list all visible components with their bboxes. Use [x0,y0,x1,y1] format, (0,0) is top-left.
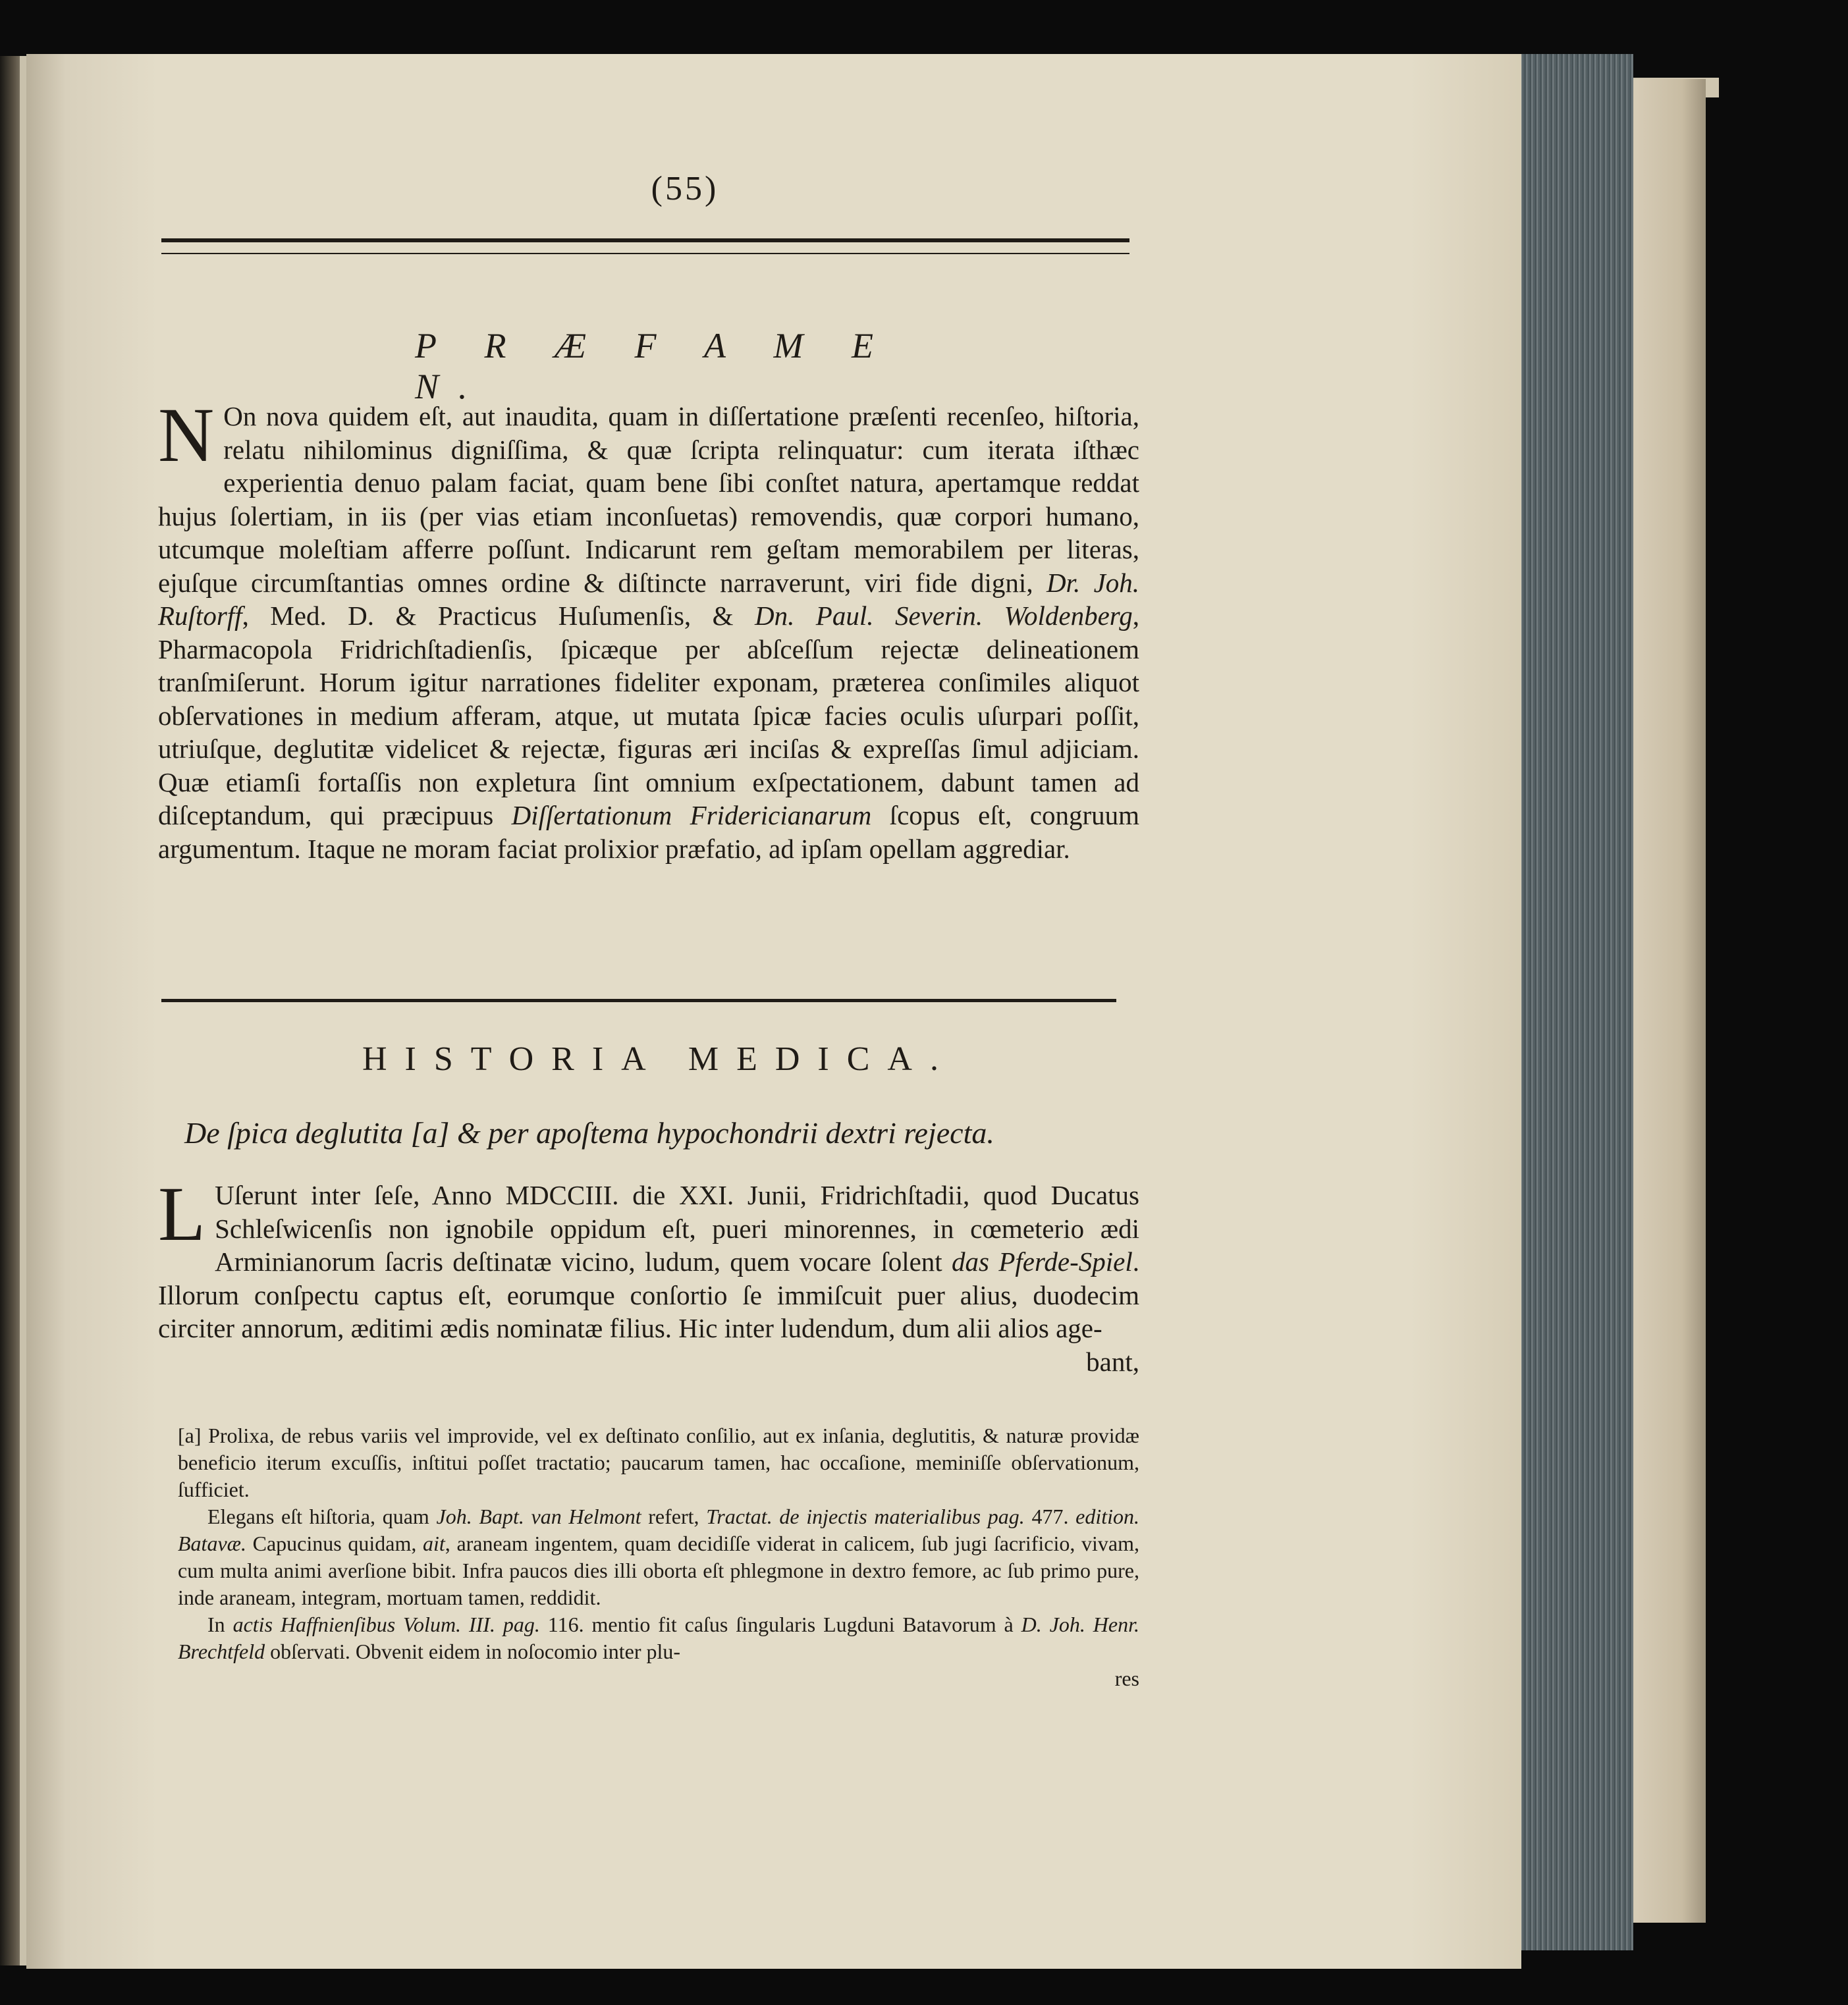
text-run: ſcopus eſt, congruum argumentum. Itaque ne moram faciat prolixior præfatio, ad ipſam opellam aggrediar. [158,800,1140,864]
footnote-catchword: res [1114,1667,1139,1690]
footnote-a [178,1422,1139,1503]
text-run: refert, [641,1505,707,1528]
header-double-rule [161,238,1129,254]
italic-run: das Pferde-Spiel [952,1246,1133,1277]
footnote-hafniensibus [178,1611,1139,1665]
footnotes [178,1422,1139,1692]
text-run: On nova quidem eſt, aut inaudita, quam in diſſertatione præſenti recenſeo, hiſtoria, relatu nihilominus digniſſima, & quæ ſcripta relinquatur: cum iterata iſthæc experientia denuo palam faciat, quam bene ſibi conſtet natura, apertamque reddat hujus ſolertiam, in iis (per vias etiam inconſuetas) removendis, quæ corpori humano, utcumque moleſtiam afferre poſſunt. Indicarunt rem geſtam memorabilem per literas, ejuſque circumſtantias omnes ordine & diſtincte narraverunt, viri fide digni, [158,401,1139,598]
text-run: In [207,1613,233,1636]
text-run: , araneam ingentem, quam decidiſſe viderat in calicem, ſub jugi ſacrificio, vivam, cum multa animi averſione bibit. Infra paucos dies illi oborta eſt phlegmone in dextro femore, ac ſub primo pure, inde araneam, integram, mortuam tamen, reddidit. [178,1532,1140,1609]
praefamen-paragraph [158,392,1140,865]
text-run: 116. mentio fit caſus ſingularis Lugduni Batavorum à [539,1613,1021,1636]
text-run: obſervati. Obvenit eidem in noſocomio inter plu- [265,1640,681,1663]
dropcap-n: N [158,392,215,478]
italic-run: actis Haffnienſibus Volum. III. pag. [232,1613,540,1636]
text-run: Capucinus quidam, [246,1532,423,1555]
praefamen-text [158,392,1140,864]
heading-praefamen: P R Æ F A M E N. [415,326,893,406]
italic-run: Tractat. de injectis materialibus pag. [706,1505,1025,1528]
text-run: 477. [1024,1505,1076,1528]
historia-catchword: bant, [1086,1346,1139,1377]
historia-text [158,1171,1139,1343]
book-cover [1627,79,1706,1923]
text-run: , Pharmacopola Fridrichſtadienſis, ſpicæque per abſceſſum rejectæ delineationem tranſmiſerunt. Horum igitur narrationes fideliter exponam, præterea conſimiles aliquot obſervationes in medium afferam, atque, ut mutata ſpicæ facies oculis uſurpari poſſit, utriuſque, deglutitæ videlicet & rejectæ, figuras æri inciſas & expreſſas ſimul adjiciam. Quæ etiamſi fortaſſis non expletura ſint omnium exſpectationem, dabunt tamen ad diſceptandum, qui præcipuus [158,601,1139,830]
book-page [26,54,1521,1969]
italic-run: ait [423,1532,445,1555]
text-run: Elegans eſt hiſtoria, quam [207,1505,437,1528]
text-run: [a] Prolixa, de rebus variis vel improvide, vel ex deſtinato conſilio, aut ex inſania, deglutitis, & naturæ providæ beneficio iterum excuſſis, inſtitui poſſet tractatio; paucarum tamen, hac occaſione, meminiſſe obſervationum, ſufficiet. [178,1424,1139,1501]
page-number: (55) [651,170,719,207]
text-run: Uſerunt inter ſeſe, Anno MDCCIII. die XXI. Junii, Fridrichſtadii, quod Ducatus Schleſwicenſis non ignobile oppidum eſt, pueri minorennes, in cœmeterio ædi Arminianorum ſacris deſtinatæ vicino, ludum, quem vocare ſolent [215,1180,1139,1277]
subheading-de-spica: De ſpica deglutita [a] & per apoſtema hypochondrii dextri rejecta. [184,1116,994,1150]
italic-run: Dn. Paul. Severin. Woldenberg [754,601,1133,631]
italic-run: Joh. Bapt. van Helmont [436,1505,641,1528]
italic-run: D. Joh. Henr. Brechtfeld [178,1613,1140,1663]
italic-run: edition. Batavæ. [178,1505,1140,1555]
footnote-helmont [178,1503,1139,1611]
text-run: . Illorum conſpectu captus eſt, eorumque conſortio ſe immiſcuit puer alius, duodecim circiter annorum, æditimi ædis nominatæ filius. Hic inter ludendum, dum alii alios age- [158,1246,1139,1343]
italic-run: Dr. Joh. Ruſtorff [158,567,1140,631]
historia-paragraph [158,1171,1139,1378]
heading-historia-medica: HISTORIA MEDICA. [362,1040,956,1078]
dropcap-l: L [158,1171,206,1257]
book-fore-edge [1518,54,1633,1950]
italic-run: Diſſertationum Fridericianarum [511,800,872,830]
text-run: , Med. D. & Practicus Huſumenſis, & [242,601,755,631]
section-rule [161,999,1116,1002]
